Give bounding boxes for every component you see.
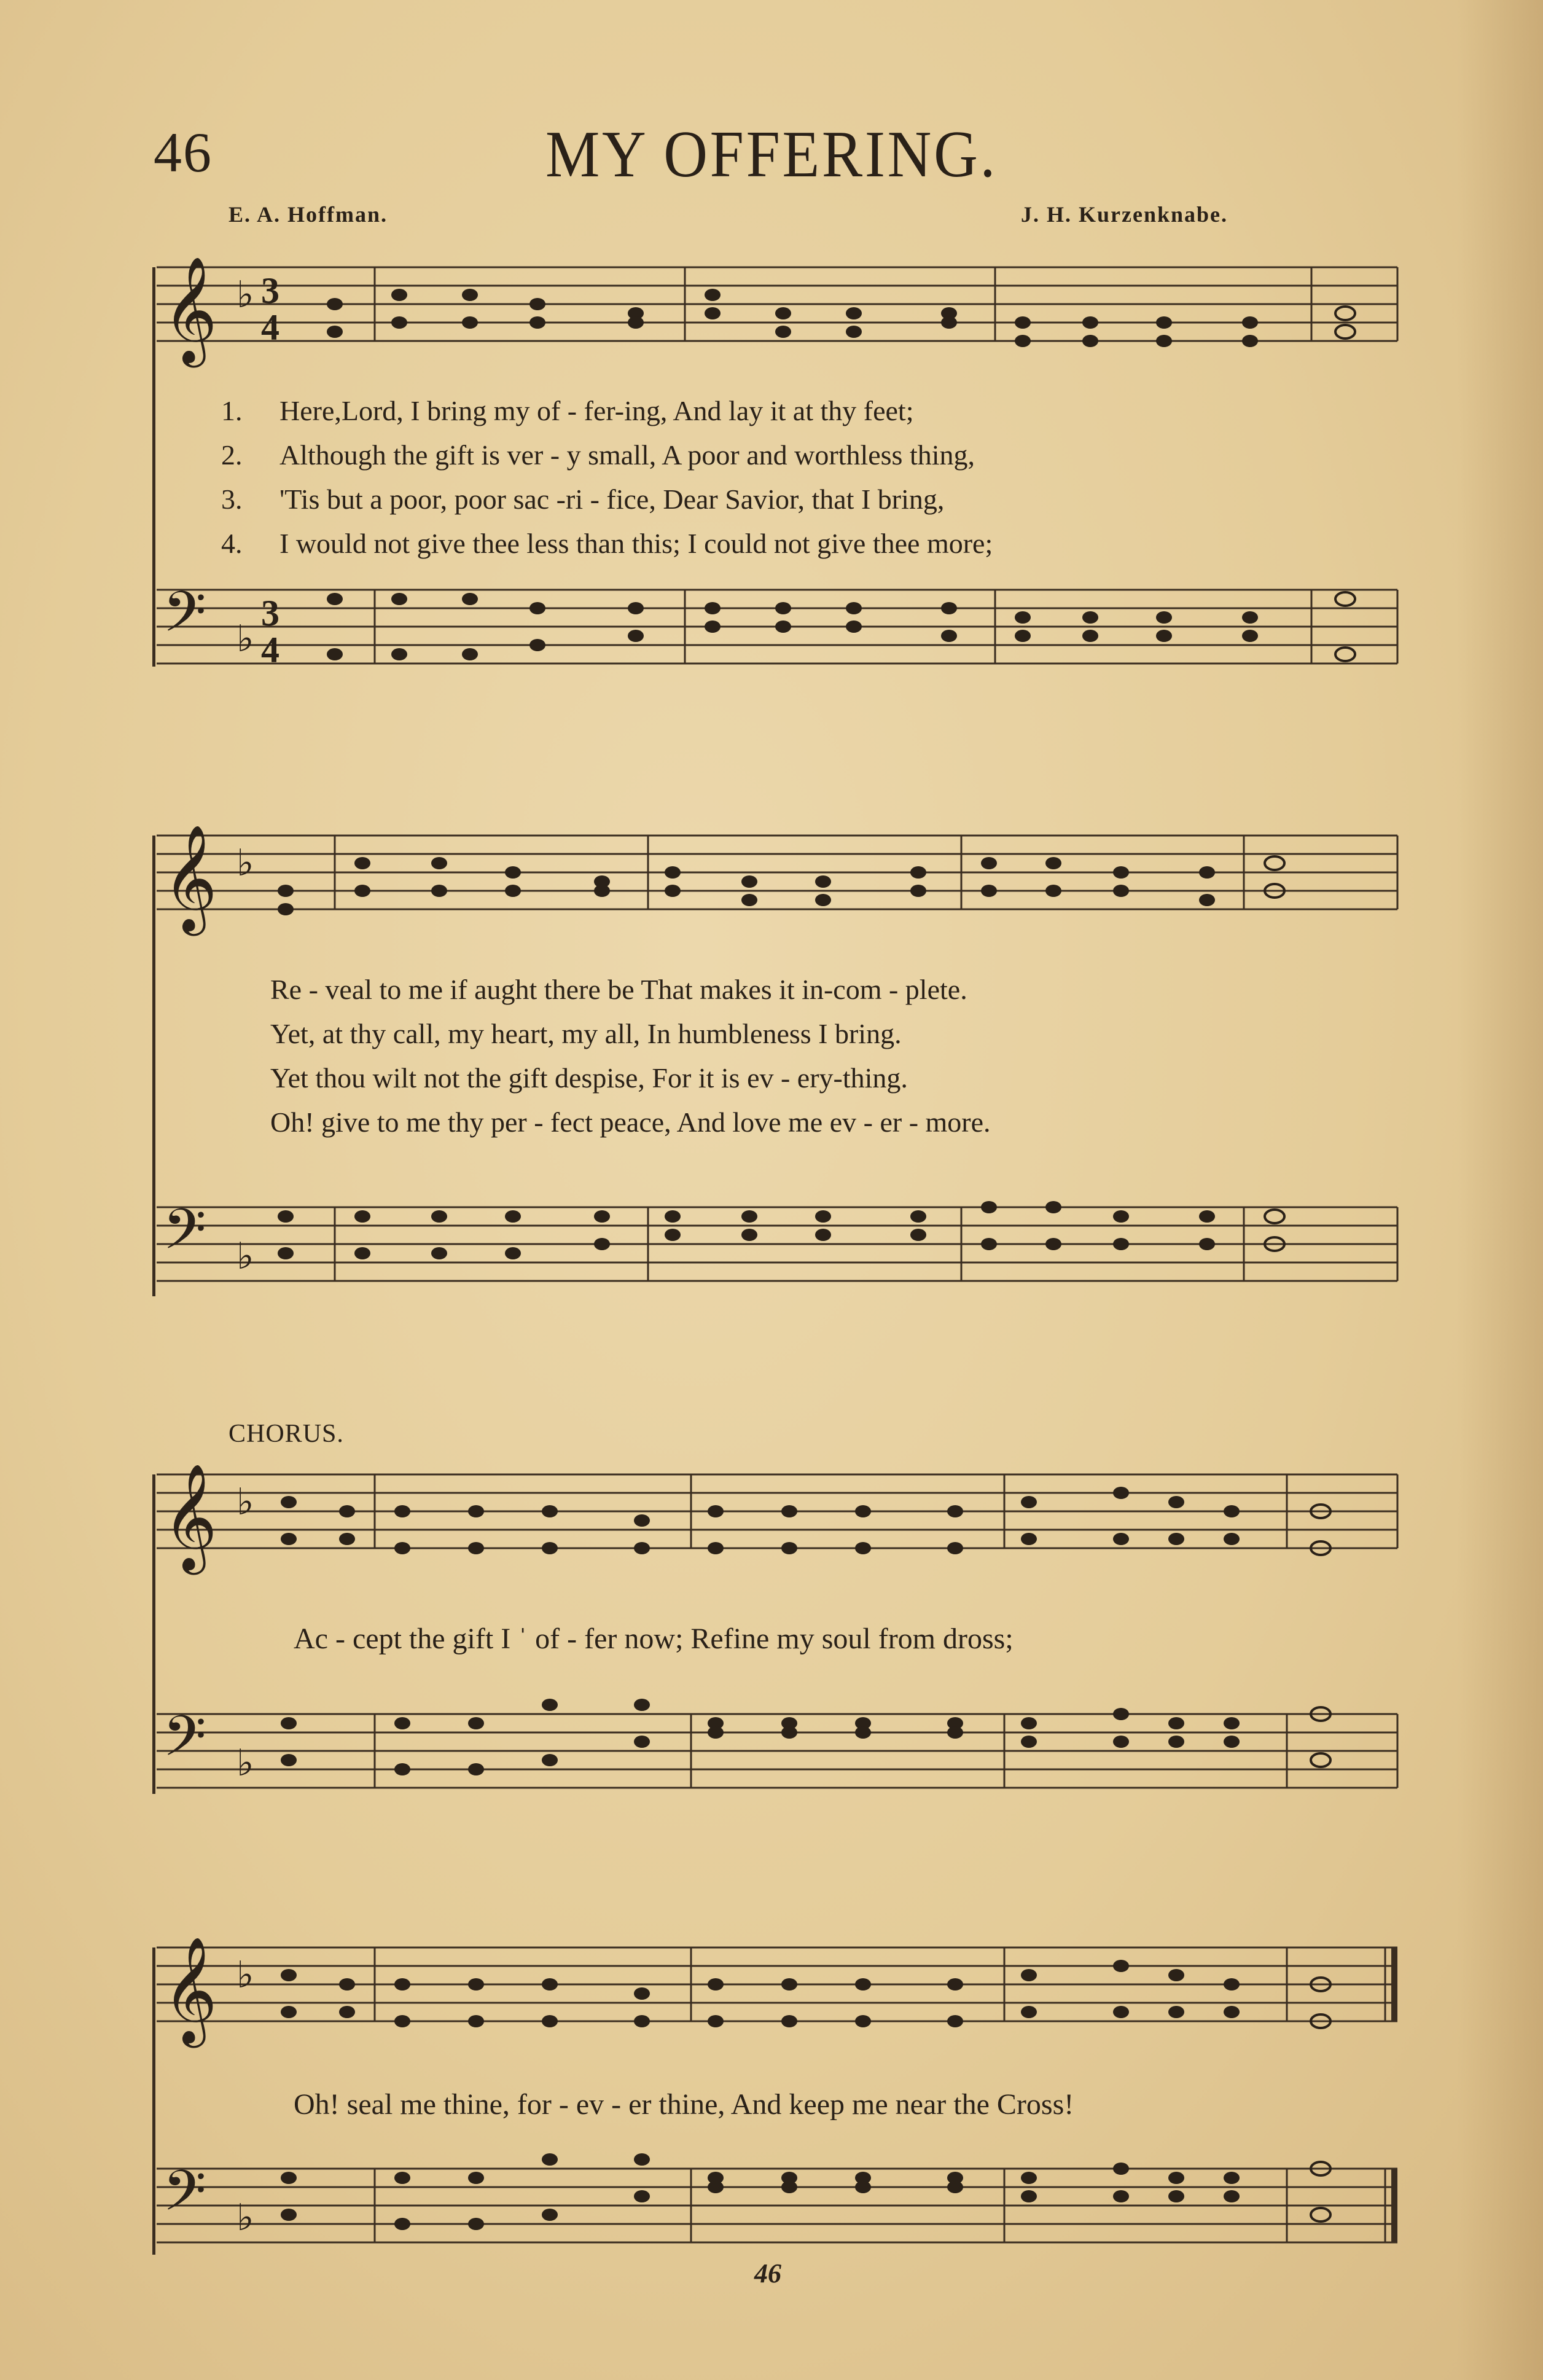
verse-line: Yet thou wilt not the gift despise, For it is ev - ery-thing. bbox=[270, 1062, 908, 1094]
lyricist-credit: E. A. Hoffman. bbox=[229, 202, 388, 227]
bass-staff-chorus1 bbox=[150, 1696, 1404, 1831]
svg-text:𝄞: 𝄞 bbox=[163, 828, 217, 930]
page-number: 46 bbox=[154, 121, 213, 184]
verse-line: 2. Although the gift is ver - y small, A poor and worthless thing, bbox=[221, 439, 975, 471]
treble-clef-icon: 𝄞 bbox=[163, 259, 217, 361]
treble-staff-chorus2 bbox=[150, 1929, 1404, 2052]
svg-text:3: 3 bbox=[261, 270, 279, 311]
final-barline-icon bbox=[1391, 1947, 1397, 2021]
chorus-lyric-line: Ac - cept the gift I ˈ of - fer now; Refine my soul from dross; bbox=[294, 1623, 1014, 1655]
svg-text:♭: ♭ bbox=[236, 2198, 254, 2238]
chorus-lyric-line: Oh! seal me thine, for - ev - er thine, And keep me near the Cross! bbox=[294, 2088, 1074, 2121]
page-edge-shadow bbox=[1457, 0, 1543, 2380]
composer-credit: J. H. Kurzenknabe. bbox=[1021, 202, 1229, 227]
treble-staff-system1 bbox=[150, 249, 1404, 372]
treble-staff-system2 bbox=[150, 817, 1404, 940]
bass-staff-system1 bbox=[150, 571, 1404, 707]
svg-text:𝄢: 𝄢 bbox=[163, 1706, 206, 1781]
svg-text:♭: ♭ bbox=[236, 1743, 254, 1783]
chorus-label: CHORUS. bbox=[229, 1420, 344, 1448]
svg-text:♭: ♭ bbox=[236, 1482, 254, 1522]
flat-icon: ♭ bbox=[236, 275, 254, 315]
footer-page-number: 46 bbox=[754, 2258, 781, 2288]
verse-line: 3. 'Tis but a poor, poor sac -ri - fice, Dear Savior, that I bring, bbox=[221, 483, 945, 515]
system-brace bbox=[152, 267, 155, 667]
svg-text:𝄞: 𝄞 bbox=[163, 1940, 217, 2041]
svg-text:♭: ♭ bbox=[236, 843, 254, 883]
svg-text:4: 4 bbox=[261, 630, 279, 670]
system-brace bbox=[152, 1474, 155, 1794]
treble-staff-chorus1 bbox=[150, 1456, 1404, 1579]
bass-staff-system2 bbox=[150, 1189, 1404, 1324]
hymn-title: MY OFFERING. bbox=[545, 118, 998, 191]
svg-text:4: 4 bbox=[261, 307, 279, 348]
svg-text:3: 3 bbox=[261, 593, 279, 633]
svg-text:♭: ♭ bbox=[236, 1236, 254, 1277]
verse-line: 4. I would not give thee less than this; I could not give thee more; bbox=[221, 528, 993, 559]
verse-line: Oh! give to me thy per - fect peace, And love me ev - er - more. bbox=[270, 1106, 991, 1138]
verse-line: Re - veal to me if aught there be That makes it in-com - plete. bbox=[270, 974, 967, 1005]
svg-text:𝄢: 𝄢 bbox=[163, 2161, 206, 2236]
svg-text:♭: ♭ bbox=[236, 619, 254, 659]
svg-text:𝄢: 𝄢 bbox=[163, 1199, 206, 1274]
verses-part1 bbox=[221, 389, 993, 566]
system-brace bbox=[152, 836, 155, 1296]
bass-clef-icon: 𝄢 bbox=[163, 582, 206, 657]
verse-line: 1. Here,Lord, I bring my of - fer-ing, And lay it at thy feet; bbox=[221, 395, 914, 426]
svg-text:𝄞: 𝄞 bbox=[163, 1466, 217, 1568]
verse-line: Yet, at thy call, my heart, my all, In humbleness I bring. bbox=[270, 1018, 902, 1049]
verses-part2 bbox=[270, 968, 991, 1145]
svg-text:♭: ♭ bbox=[236, 1955, 254, 1995]
system-brace bbox=[152, 1947, 155, 2255]
